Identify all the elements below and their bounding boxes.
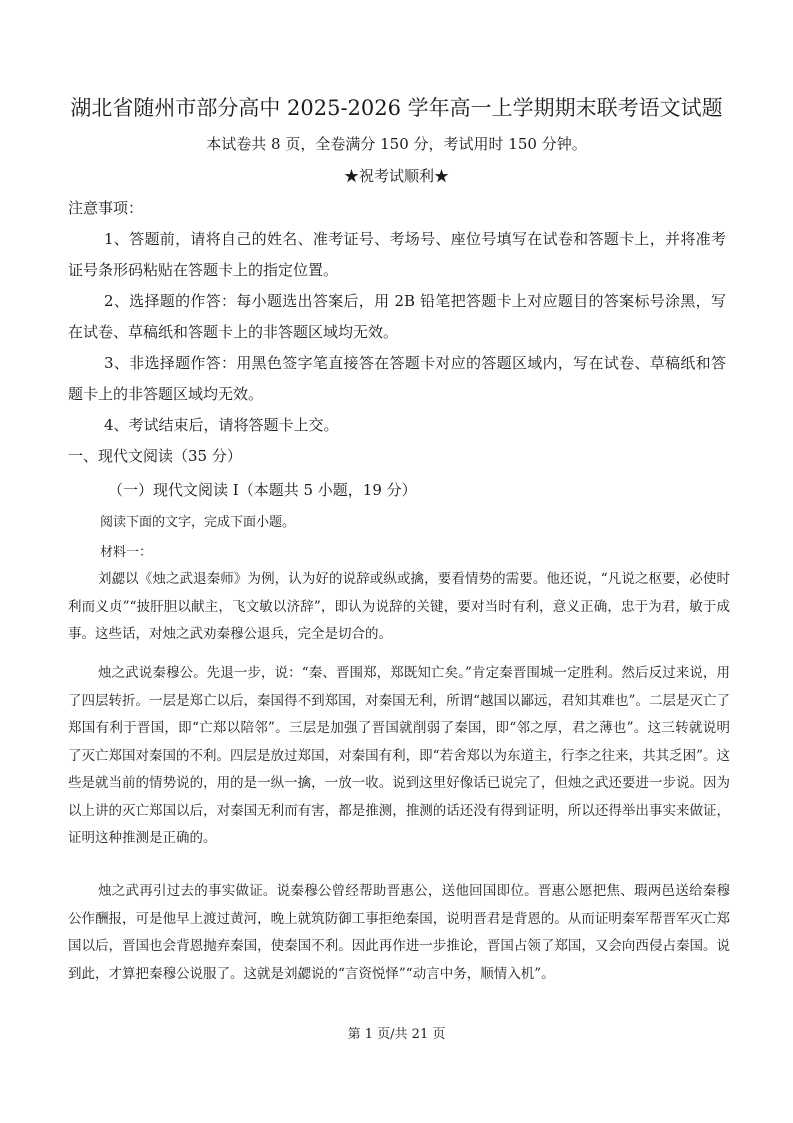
page-footer: 第 1 页/共 21 页 bbox=[347, 1027, 446, 1042]
section-heading: 一、现代文阅读（35 分） bbox=[68, 447, 242, 465]
notice-heading: 注意事项： bbox=[68, 199, 144, 217]
exam-title: 湖北省随州市部分高中 2025-2026 学年高一上学期期末联考语文试题 bbox=[70, 96, 723, 120]
paragraph-3: 烛之武再引过去的事实做证。说秦穆公曾经帮助晋惠公，送他回国即位。晋惠公愿把焦、瑕两邑送给秦穆公作酬报，可是他早上渡过黄河，晚上就筑防御工事拒绝秦国，说明晋君是背恩的。从而证明秦军帮晋军灭亡郑国以后，晋国也会背恩抛弃秦国，使秦国不利。因此再作进一步推论，晋国占领了郑国，又会向西侵占秦国。说到此，才算把秦穆公说服了。这就是刘勰说的“言资悦怿”“动言中务，顺情入机”。 bbox=[68, 883, 730, 982]
reading-instruction: 阅读下面的文字，完成下面小题。 bbox=[100, 515, 296, 530]
notice-item-4: 4、考试结束后，请将答题卡上交。 bbox=[104, 416, 339, 434]
exam-subtitle: 本试卷共 8 页，全卷满分 150 分，考试用时 150 分钟。 bbox=[206, 135, 587, 153]
paragraph-1: 刘勰以《烛之武退秦师》为例，认为好的说辞或纵或擒，要看情势的需要。他还说，“凡说之枢要，必使时利而义贞”“披肝胆以献主，飞文敏以济辞”，即认为说辞的关键，要对当时有利，意义正确，忠于为君，敏于成事。这些话，对烛之武劝秦穆公退兵，完全是切合的。 bbox=[68, 571, 730, 642]
notice-item-2: 2、选择题的作答：每小题选出答案后，用 2B 铅笔把答题卡上对应题目的答案标号涂黑，写在试卷、草稿纸和答题卡上的非答题区域均无效。 bbox=[68, 292, 726, 341]
notice-item-1: 1、答题前，请将自己的姓名、准考证号、考场号、座位号填写在试卷和答题卡上，并将准考证号条形码粘贴在答题卡上的指定位置。 bbox=[68, 230, 726, 279]
good-luck-line: ★祝考试顺利★ bbox=[343, 167, 449, 185]
paragraph-2: 烛之武说秦穆公。先退一步，说：“秦、晋围郑，郑既知亡矣。”肯定秦晋围城一定胜利。然后反过来说，用了四层转折。一层是郑亡以后，秦国得不到郑国，对秦国无利，所谓“越国以鄙远，君知其难也”。二层是灭亡了郑国有利于晋国，即“亡郑以陪邻”。三层是加强了晋国就削弱了秦国，即“邻之厚，君之薄也”。这三转就说明了灭亡郑国对秦国的不利。四层是放过郑国，对秦国有利，即“若舍郑以为东道主，行李之往来，共其乏困”。这些是就当前的情势说的，用的是一纵一擒，一放一收。说到这里好像话已说完了，但烛之武还要进一步说。因为以上讲的灭亡郑国以后，对秦国无利而有害，都是推测，推测的话还没有得到证明，所以还得举出事实来做证，证明这种推测是正确的。 bbox=[68, 665, 730, 846]
notice-item-3: 3、非选择题作答：用黑色签字笔直接答在答题卡对应的答题区域内，写在试卷、草稿纸和答题卡上的非答题区域均无效。 bbox=[68, 354, 726, 403]
material-label: 材料一： bbox=[100, 545, 153, 560]
subsection-heading: （一）现代文阅读 I（本题共 5 小题，19 分） bbox=[108, 481, 417, 499]
